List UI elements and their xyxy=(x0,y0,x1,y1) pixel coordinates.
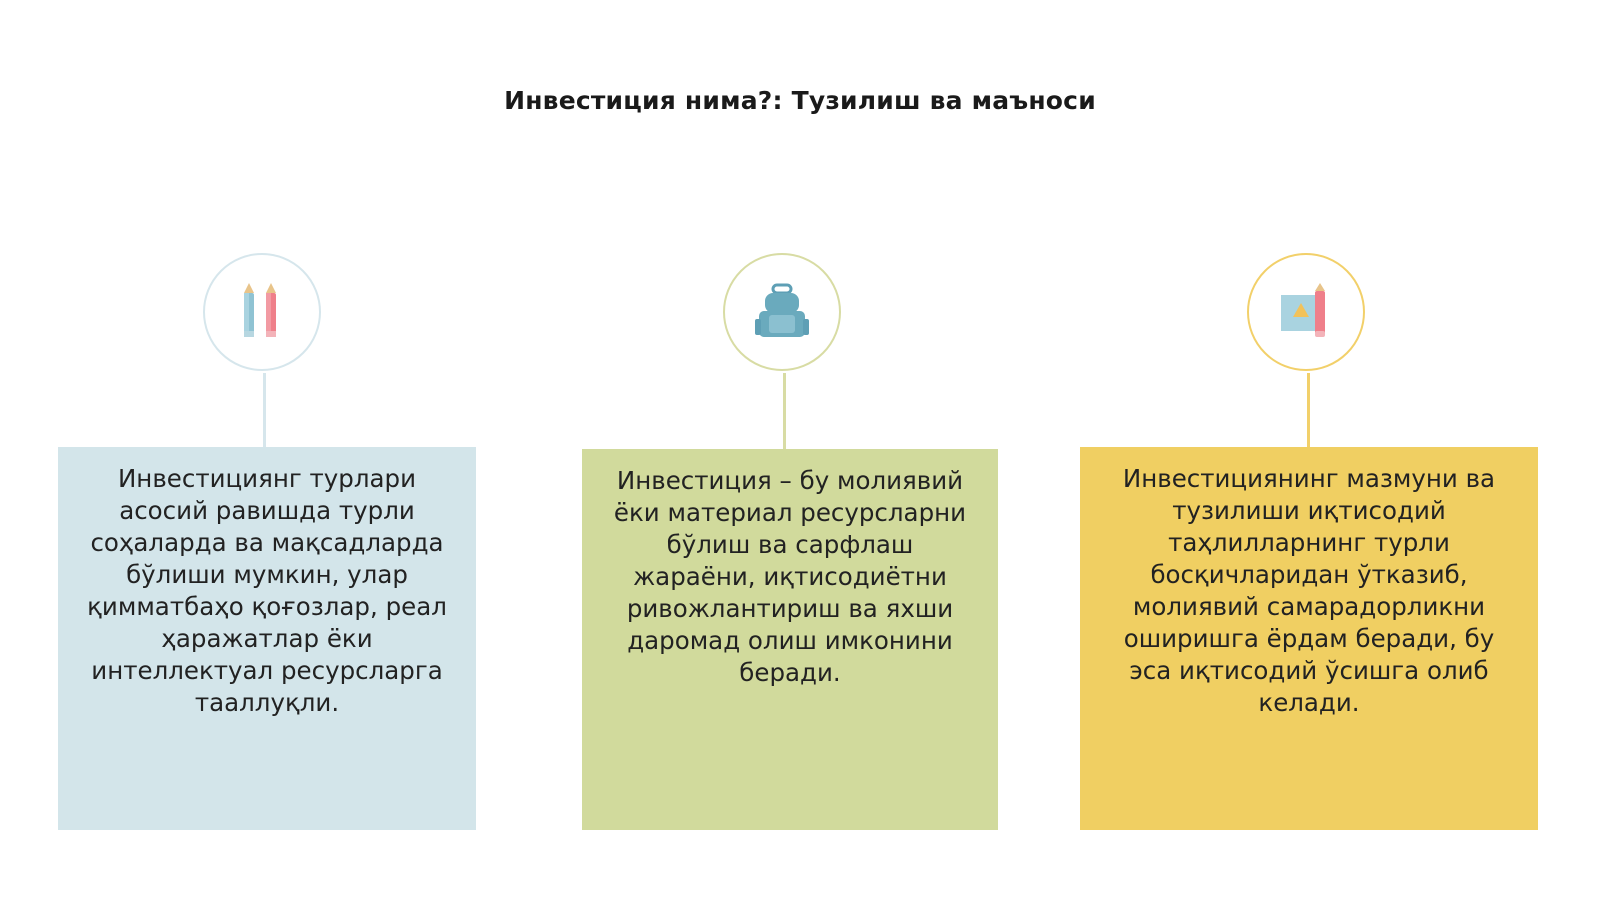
step-3-card xyxy=(1080,447,1538,830)
step-2-text: Инвестиция – бу молиявий ёки материал ресурсларни бўлиш ва сарфлаш жараёни, иқтисодиётни ривожлантириш ва яхши даромад олиш имконини беради. xyxy=(613,466,967,687)
step-3-connector xyxy=(1307,373,1310,447)
step-3-icon-circle xyxy=(1247,253,1365,371)
step-1-card xyxy=(58,447,476,830)
step-2-connector xyxy=(783,373,786,449)
drawing-board-icon xyxy=(1275,281,1337,343)
backpack-icon xyxy=(751,281,813,343)
step-1-icon-circle xyxy=(203,253,321,371)
step-2-card xyxy=(582,449,998,830)
pencils-icon xyxy=(236,281,288,343)
page-title: Инвестиция нима?: Тузилиш ва маъноси xyxy=(504,86,1096,115)
step-1-connector xyxy=(263,373,266,447)
step-3-text: Инвестициянинг мазмуни ва тузилиши иқтисодий таҳлилларнинг турли босқичларидан ўтказиб, молиявий самарадорликни оширишга ёрдам беради, бу эса иқтисодий ўсишга олиб келади. xyxy=(1122,464,1496,717)
step-2-icon-circle xyxy=(723,253,841,371)
step-1-text: Инвестициянг турлари асосий равишда турли соҳаларда ва мақсадларда бўлиши мумкин, улар қимматбаҳо қоғозлар, реал ҳаражатлар ёки интеллектуал ресурсларга тааллуқли. xyxy=(87,464,447,717)
